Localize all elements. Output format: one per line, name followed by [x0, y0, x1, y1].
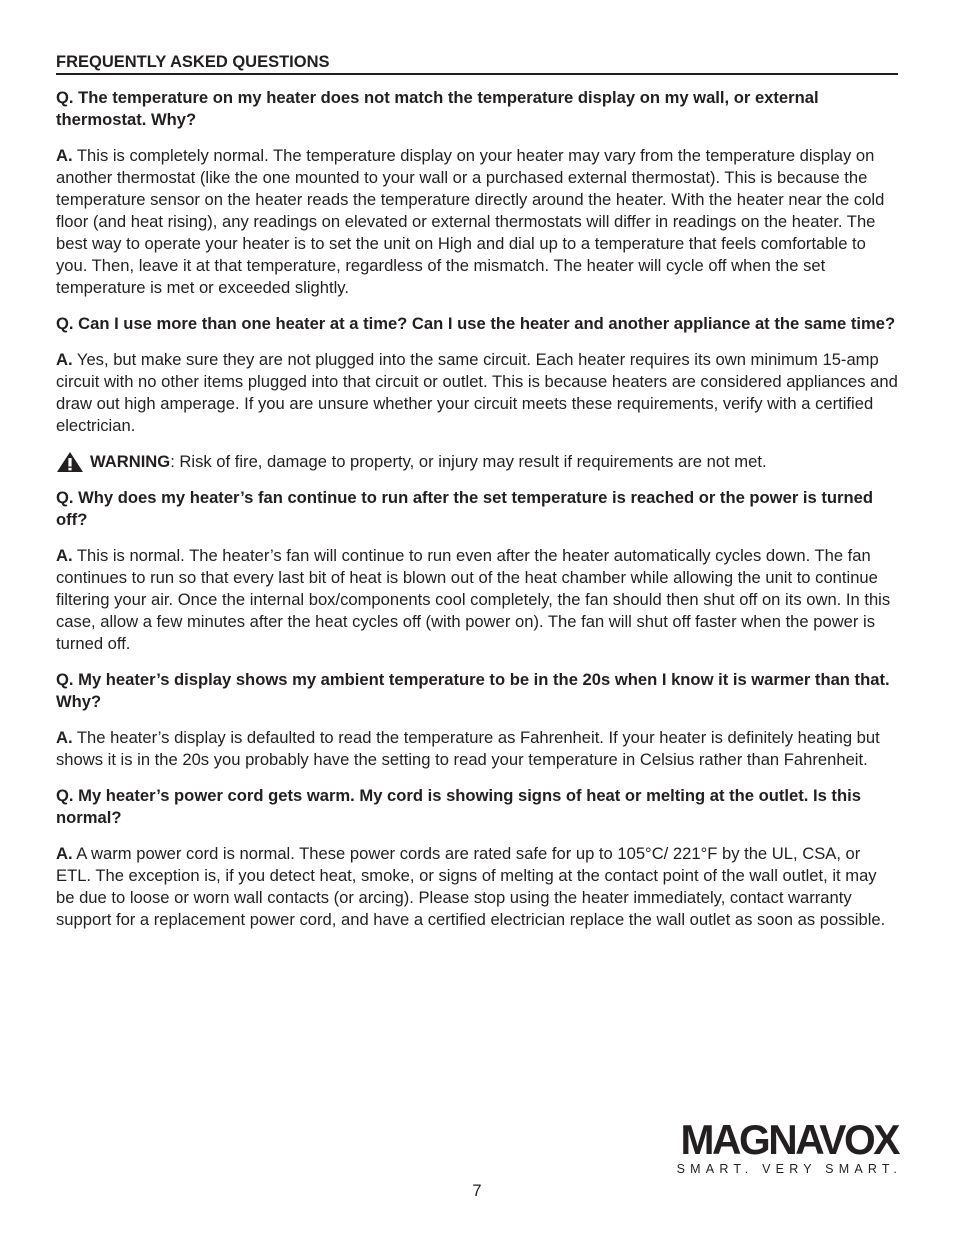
page-number: 7	[472, 1182, 482, 1200]
warning-text: : Risk of fire, damage to property, or injury may result if requirements are not met.	[170, 452, 767, 471]
section-header: FREQUENTLY ASKED QUESTIONS	[56, 52, 898, 75]
brand-tagline: SMART. VERY SMART.	[676, 1162, 902, 1176]
warning-notice	[56, 451, 898, 473]
faq-question-1: Q. The temperature on my heater does not match the temperature display on my wall, or external thermostat. Why?	[56, 88, 819, 129]
warning-label: WARNING	[90, 452, 171, 471]
answer-text: Yes, but make sure they are not plugged into the same circuit. Each heater requires its own minimum 15-amp circuit with no other items plugged into that circuit or outlet. This is because heaters are considered appliances and draw out high amperage. If you are unsure whether your circuit meets these requirements, verify with a certified electrician.	[56, 350, 898, 435]
answer-prefix: A.	[56, 728, 73, 747]
faq-question-5: Q. My heater’s power cord gets warm. My cord is showing signs of heat or melting at the outlet. Is this normal?	[56, 786, 861, 827]
faq-answer-5	[56, 843, 898, 931]
answer-text: The heater’s display is defaulted to read the temperature as Fahrenheit. If your heater is definitely heating but shows it is in the 20s you probably have the setting to read your temperature in Celsius rather than Fahrenheit.	[56, 728, 880, 769]
faq-answer-3	[56, 545, 898, 655]
faq-question-4: Q. My heater’s display shows my ambient temperature to be in the 20s when I know it is warmer than that. Why?	[56, 670, 890, 711]
answer-prefix: A.	[56, 546, 73, 565]
brand-wordmark: MAGNAVOX	[680, 1116, 898, 1163]
faq-question-2: Q. Can I use more than one heater at a time? Can I use the heater and another appliance at the same time?	[56, 314, 896, 333]
answer-prefix: A.	[56, 146, 73, 165]
faq-page	[56, 52, 898, 945]
answer-text: This is completely normal. The temperature display on your heater may vary from the temperature display on another thermostat (like the one mounted to your wall or a purchased external thermostat). This is because the temperature sensor on the heater reads the temperature directly around the heater. With the heater near the cold floor (and heat rising), any readings on elevated or external thermostats will differ in readings on the heater. The best way to operate your heater is to set the unit on High and dial up to a temperature that feels comfortable to you. Then, leave it at that temperature, regardless of the mismatch. The heater will cycle off when the set temperature is met or exceeded slightly.	[56, 146, 885, 297]
faq-answer-2	[56, 349, 898, 437]
faq-answer-1	[56, 145, 898, 299]
answer-prefix: A.	[56, 844, 73, 863]
answer-text: This is normal. The heater’s fan will continue to run even after the heater automatically cycles down. The fan continues to run so that every last bit of heat is blown out of the heat chamber while allowing the unit to continue filtering your air. Once the internal box/components cool completely, the fan should then shut off on its own. In this case, allow a few minutes after the heat cycles off (with power on). The fan will shut off faster when the power is turned off.	[56, 546, 891, 653]
answer-prefix: A.	[56, 350, 73, 369]
faq-question-3: Q. Why does my heater’s fan continue to run after the set temperature is reached or the power is turned off?	[56, 488, 873, 529]
warning-triangle-icon	[56, 451, 84, 473]
faq-answer-4	[56, 727, 898, 771]
answer-text: A warm power cord is normal. These power cords are rated safe for up to 105°C/ 221°F by the UL, CSA, or ETL. The exception is, if you detect heat, smoke, or signs of melting at the contact point of the wall outlet, it may be due to loose or worn wall contacts (or arcing). Please stop using the heater immediately, contact warranty support for a replacement power cord, and have a certified electrician replace the wall outlet as soon as possible.	[56, 844, 886, 929]
brand-logo	[666, 1116, 902, 1176]
warning-text-wrap	[90, 451, 767, 473]
